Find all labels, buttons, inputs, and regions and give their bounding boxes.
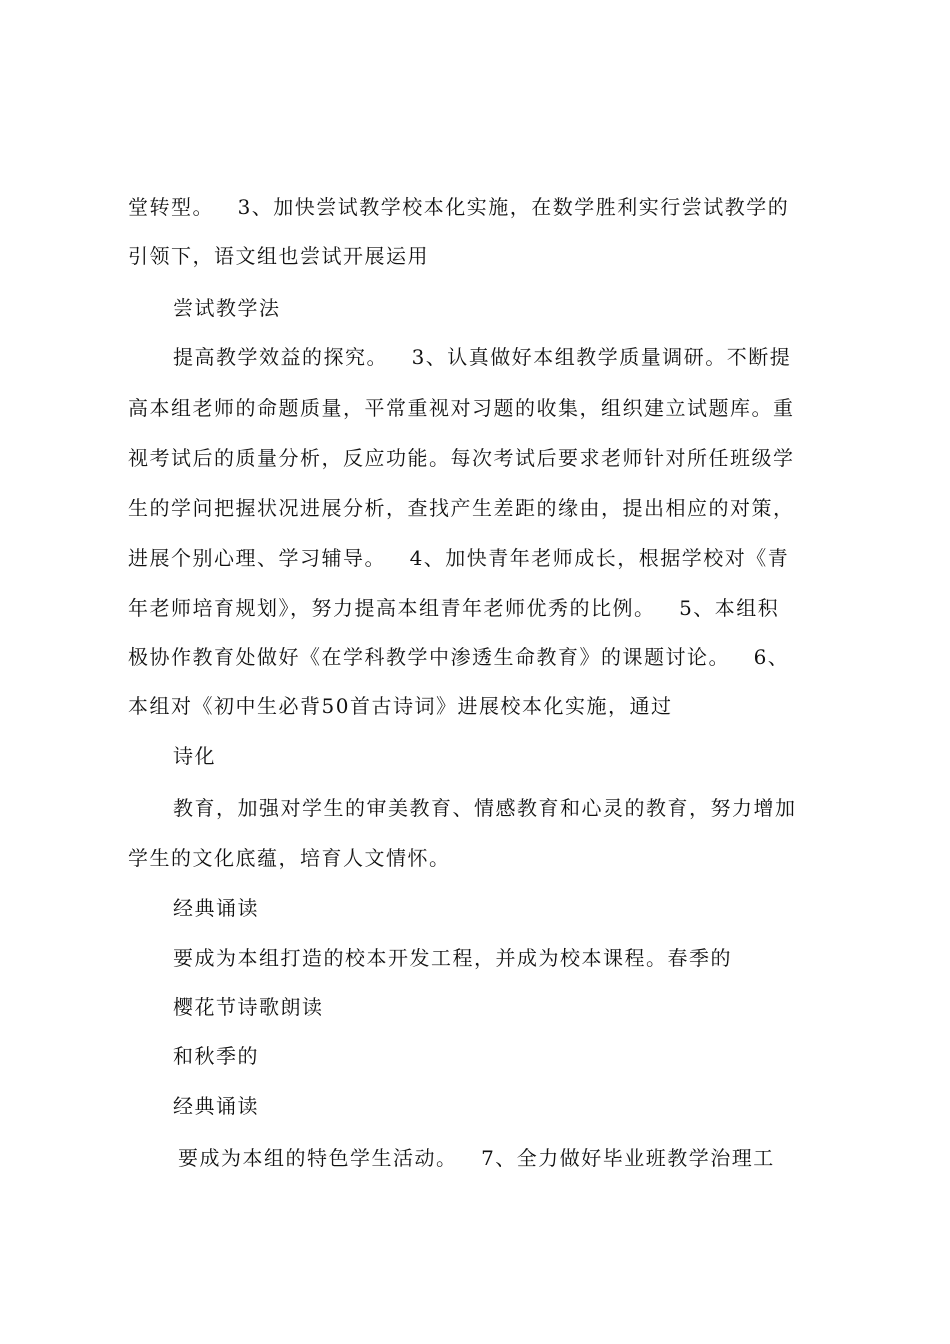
text-line-7: 生的学问把握状况进展分析，查找产生差距的缘由，提出相应的对策， [128, 496, 795, 520]
text-line-20: 要成为本组的特色学生活动。 7、全力做好毕业班教学治理工 [178, 1146, 775, 1170]
text-line-9: 年老师培育规划》，努力提高本组青年老师优秀的比例。 5、本组积 [128, 596, 780, 620]
text-line-6: 视考试后的质量分析，反应功能。每次考试后要求老师针对所任班级学 [128, 446, 795, 470]
text-line-12: 诗化 [173, 744, 216, 768]
text-line-4: 提高教学效益的探究。 3、认真做好本组教学质量调研。不断提 [173, 345, 792, 369]
text-line-16: 要成为本组打造的校本开发工程，并成为校本课程。春季的 [173, 946, 732, 970]
text-line-19: 经典诵读 [173, 1094, 259, 1118]
text-line-1: 堂转型。 3、加快尝试教学校本化实施，在数学胜利实行尝试教学的 [128, 195, 790, 219]
text-line-10: 极协作教育处做好《在学科教学中渗透生命教育》的课题讨论。 6、 [128, 645, 790, 669]
text-line-8: 进展个别心理、学习辅导。 4、加快青年老师成长，根据学校对《青 [128, 546, 790, 570]
text-line-5: 高本组老师的命题质量，平常重视对习题的收集，组织建立试题库。重 [128, 396, 795, 420]
text-line-3: 尝试教学法 [173, 296, 281, 320]
text-line-15: 经典诵读 [173, 896, 259, 920]
text-line-11: 本组对《初中生必背50首古诗词》进展校本化实施，通过 [128, 694, 673, 718]
text-line-17: 樱花节诗歌朗读 [173, 995, 324, 1019]
text-line-2: 引领下，语文组也尝试开展运用 [128, 244, 429, 268]
text-line-13: 教育，加强对学生的审美教育、情感教育和心灵的教育，努力增加 [173, 796, 797, 820]
text-line-14: 学生的文化底蕴，培育人文情怀。 [128, 846, 451, 870]
text-line-18: 和秋季的 [173, 1044, 259, 1068]
